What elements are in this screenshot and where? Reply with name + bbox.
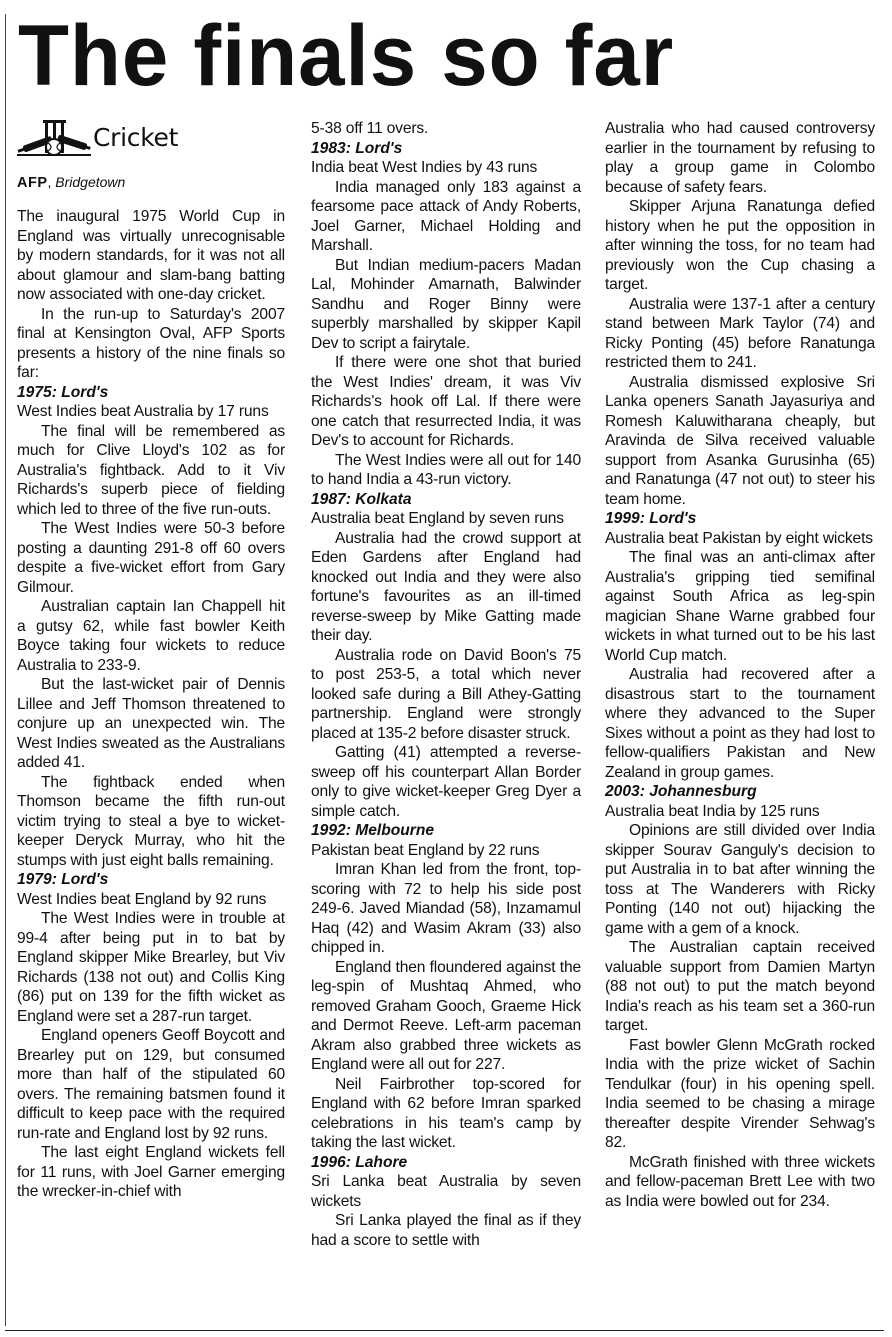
body-paragraph: Sri Lanka played the final as if they had a score to settle with — [311, 1212, 581, 1249]
intro-paragraph: In the run-up to Saturday's 2007 final at Kensington Oval, AFP Sports presents a history of the nine finals so far: — [17, 305, 285, 381]
intro-paragraph: The inaugural 1975 World Cup in England was virtually unrecognisable by modern standards, for it was not all about glamour and slam-bang batting now associated with one-day cricket. — [17, 208, 285, 303]
body-paragraph: Gatting (41) attempted a reverse-sweep off his counterpart Allan Border only to give wicket-keeper Greg Dyer a simple catch. — [311, 744, 581, 820]
body-paragraph: Australia were 137-1 after a century stand between Mark Taylor (74) and Ricky Ponting (45) before Ranatunga restricted them to 241. — [605, 295, 875, 371]
body-paragraph: If there were one shot that buried the West Indies' dream, it was Viv Richards's hook off Lal. If there were one catch that resurrected India, it was Dev's to account for Richards. — [311, 354, 581, 449]
column-1 — [17, 116, 285, 1202]
left-column-rule — [5, 14, 6, 1326]
body-paragraph: The West Indies were in trouble at 99-4 after being put in to bat by England skipper Mike Brearley, but Viv Richards (138 not out) and Collis King (86) put on 139 for the fifth wicket as England were set a 287-run target. — [17, 910, 285, 1025]
body-paragraph: The final was an anti-climax after Australia's gripping tied semifinal against South Africa as leg-spin magician Shane Warne grabbed four wickets in what turned out to be his last World Cup match. — [605, 549, 875, 664]
body-paragraph: The Australian captain received valuable support from Damien Martyn (88 not out) to put the match beyond India's reach as his team set a 360-run target. — [605, 939, 875, 1034]
body-paragraph: But the last-wicket pair of Dennis Lillee and Jeff Thomson threatened to conjure up an unexpected win. The West Indies sweated as the Australians added 41. — [17, 676, 285, 771]
body-paragraph: The final will be remembered as much for Clive Lloyd's 102 as for Australia's fightback. Add to it Viv Richards's superb piece of fielding which led to three of the five run-outs. — [17, 422, 285, 518]
final-heading-1987: 1987: Kolkata — [311, 490, 412, 508]
final-result-1999: Australia beat Pakistan by eight wickets — [605, 529, 873, 547]
body-paragraph: Australia had recovered after a disastrous start to the tournament where they advanced to the Super Sixes without a point as they had lost to fellow-qualifiers Pakistan and New Zealand in group games. — [605, 666, 875, 781]
byline: AFP, Bridgetown — [17, 174, 126, 191]
column-2 — [311, 119, 581, 1250]
headline: The finals so far — [18, 8, 675, 104]
final-heading-1999: 1999: Lord's — [605, 510, 697, 527]
body-paragraph: Opinions are still divided over India skipper Sourav Ganguly's decision to put Australia in to bat after winning the toss at The Wanderers with Ricky Ponting (140 not out) hijacking the game with a gem of a knock. — [605, 822, 875, 937]
final-result-1979: West Indies beat England by 92 runs — [17, 890, 267, 908]
continued-paragraph: 5-38 off 11 overs. — [311, 120, 429, 137]
body-paragraph: England openers Geoff Boycott and Brearley put on 129, but consumed more than half of the stipulated 60 overs. The remaining batsmen found it difficult to keep pace with the required run-rate and England lost by 92 runs. — [17, 1027, 285, 1142]
body-paragraph: The West Indies were all out for 140 to hand India a 43-run victory. — [311, 451, 581, 488]
body-paragraph: Neil Fairbrother top-scored for England with 62 before Imran sparked celebrations in his team's camp by taking the last wicket. — [311, 1075, 581, 1151]
bottom-rule — [5, 1330, 884, 1331]
body-paragraph: Australia had the crowd support at Eden Gardens after England had knocked out India and they were also fortune's favourites as an ill-timed reverse-sweep by Mike Gatting made their day. — [311, 529, 581, 644]
continued-paragraph: Australia who had caused controversy earlier in the tournament by refusing to play a group game in Colombo because of safety fears. — [605, 120, 875, 196]
final-result-1992: Pakistan beat England by 22 runs — [311, 841, 540, 859]
final-result-2003: Australia beat India by 125 runs — [605, 802, 820, 820]
final-result-1987: Australia beat England by seven runs — [311, 510, 564, 527]
body-paragraph: But Indian medium-pacers Madan Lal, Mohinder Amarnath, Balwinder Sandhu and Roger Binny were superbly marshalled by skipper Kapil Dev to script a fairytale. — [311, 256, 581, 352]
final-heading-1979: 1979: Lord's — [17, 871, 109, 888]
final-heading-1975: 1975: Lord's — [17, 383, 109, 401]
body-paragraph: Australia dismissed explosive Sri Lanka openers Sanath Jayasuriya and Romesh Kaluwitharana cheaply, but Aravinda de Silva received valuable support from Asanka Gurusinha (65) and Ranatunga (47 not out) to steer his team home. — [605, 373, 875, 508]
final-heading-2003: 2003: Johannesburg — [605, 783, 757, 800]
body-paragraph: McGrath finished with three wickets and fellow-paceman Brett Lee with two as India were bowled out for 234. — [605, 1153, 875, 1210]
cricket-icon — [17, 117, 91, 157]
body-paragraph: India managed only 183 against a fearsome pace attack of Andy Roberts, Joel Garner, Michael Holding and Marshall. — [311, 178, 581, 254]
final-result-1983: India beat West Indies by 43 runs — [311, 159, 538, 176]
final-result-1996: Sri Lanka beat Australia by seven wickets — [311, 1173, 581, 1210]
column-3 — [605, 119, 875, 1211]
body-paragraph: The fightback ended when Thomson became the fifth run-out victim trying to steal a bye to wicket-keeper Deryck Murray, who hit the stumps with just eight balls remaining. — [17, 773, 285, 869]
final-heading-1983: 1983: Lord's — [311, 139, 403, 157]
body-paragraph: The last eight England wickets fell for 11 runs, with Joel Garner emerging the wrecker-in-chief with — [17, 1144, 285, 1200]
body-paragraph: Australian captain Ian Chappell hit a gutsy 62, while fast bowler Keith Boyce taking four wickets to reduce Australia to 233-9. — [17, 598, 285, 674]
final-result-1975: West Indies beat Australia by 17 runs — [17, 403, 269, 420]
body-paragraph: Imran Khan led from the front, top-scoring with 72 to help his side post 249-6. Javed Miandad (58), Inzamamul Haq (42) and Wasim Akram (33) also chipped in. — [311, 861, 581, 956]
body-paragraph: Fast bowler Glenn McGrath rocked India with the prize wicket of Sachin Tendulkar (four) in his opening spell. India seemed to be chasing a mirage thereafter despite Virender Sehwag's 82. — [605, 1036, 875, 1151]
final-heading-1992: 1992: Melbourne — [311, 822, 435, 839]
byline-place: Bridgetown — [55, 174, 126, 190]
section-kicker — [17, 116, 285, 158]
body-paragraph: Australia rode on David Boon's 75 to post 253-5, a total which never looked safe during a Bill Athey-Gatting partnership. England were strongly placed at 135-2 before disaster struck. — [311, 646, 581, 742]
section-label: Cricket — [93, 122, 179, 152]
final-heading-1996: 1996: Lahore — [311, 1153, 408, 1171]
body-paragraph: England then floundered against the leg-spin of Mushtaq Ahmed, who removed Graham Gooch, Graeme Hick and Dermot Reeve. Left-arm paceman Akram also grabbed three wickets as England were all out for 227. — [311, 958, 581, 1073]
body-paragraph: Skipper Arjuna Ranatunga defied history when he put the opposition in after winning the toss, for no team had previously won the Cup chasing a target. — [605, 198, 875, 293]
byline-agency: AFP — [17, 175, 48, 191]
body-paragraph: The West Indies were 50-3 before posting a daunting 291-8 off 60 overs despite a five-wicket effort from Gary Gilmour. — [17, 520, 285, 596]
